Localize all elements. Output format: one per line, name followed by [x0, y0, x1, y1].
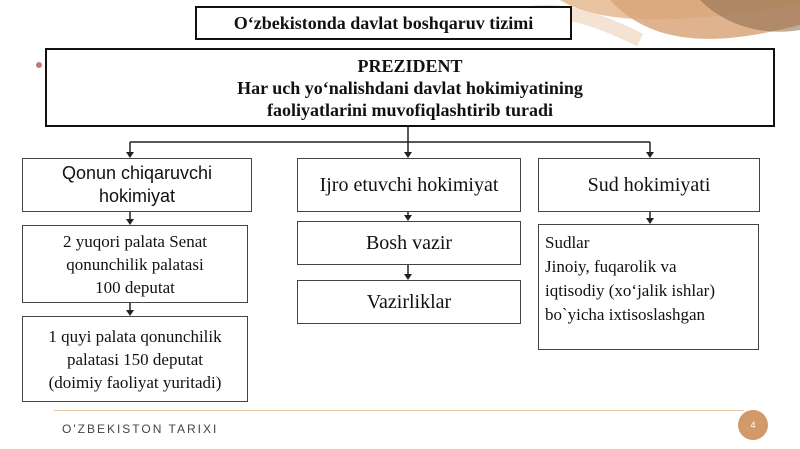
courts-line3: iqtisodiy (xo‘jalik ishlar)	[545, 281, 715, 300]
courts-line1: Sudlar	[545, 233, 590, 252]
courts-line2: Jinoiy, fuqarolik va	[545, 257, 677, 276]
orange-swoosh-decoration	[560, 0, 800, 19]
ministries-box: Vazirliklar	[297, 280, 521, 324]
president-desc-line1: Har uch yo‘nalishdani davlat hokimiyatining	[237, 77, 583, 98]
legislative-label-line2: hokimiyat	[98, 186, 176, 206]
lower-house-line1: 1 quyi palata qonunchilik	[48, 326, 222, 346]
brown-swoosh-decoration	[700, 0, 800, 32]
president-desc-line2: faoliyatlarini muvofiqlashtirib turadi	[266, 99, 554, 120]
page-number: 4	[738, 410, 768, 440]
president-connector	[130, 127, 650, 152]
lower-house-box	[22, 316, 248, 402]
president-heading: PREZIDENT	[357, 55, 463, 76]
slide-title: O‘zbekistonda davlat boshqaruv tizimi	[195, 6, 572, 40]
legislative-branch-box	[22, 158, 252, 212]
orange-swoosh-decoration-2	[610, 0, 800, 39]
senate-line1: 2 yuqori palata Senat	[63, 231, 207, 251]
courts-line4: bo`yicha ixtisoslashgan	[545, 305, 706, 324]
lower-house-line3: (doimiy faoliyat yuritadi)	[48, 372, 222, 392]
footer-text: O'ZBEKISTON TARIXI	[62, 422, 219, 436]
senate-line3: 100 deputat	[95, 277, 175, 297]
footer-divider	[54, 410, 744, 411]
bullet-dot	[36, 62, 42, 68]
judicial-branch-box: Sud hokimiyati	[538, 158, 760, 212]
senate-line2: qonunchilik palatasi	[66, 254, 204, 274]
courts-box	[538, 224, 759, 350]
executive-branch-box: Ijro etuvchi hokimiyat	[297, 158, 521, 212]
president-box	[45, 48, 775, 127]
prime-minister-box: Bosh vazir	[297, 221, 521, 265]
legislative-label-line1: Qonun chiqaruvchi	[61, 163, 213, 183]
lower-house-line2: palatasi 150 deputat	[67, 349, 203, 369]
senate-box	[22, 225, 248, 303]
